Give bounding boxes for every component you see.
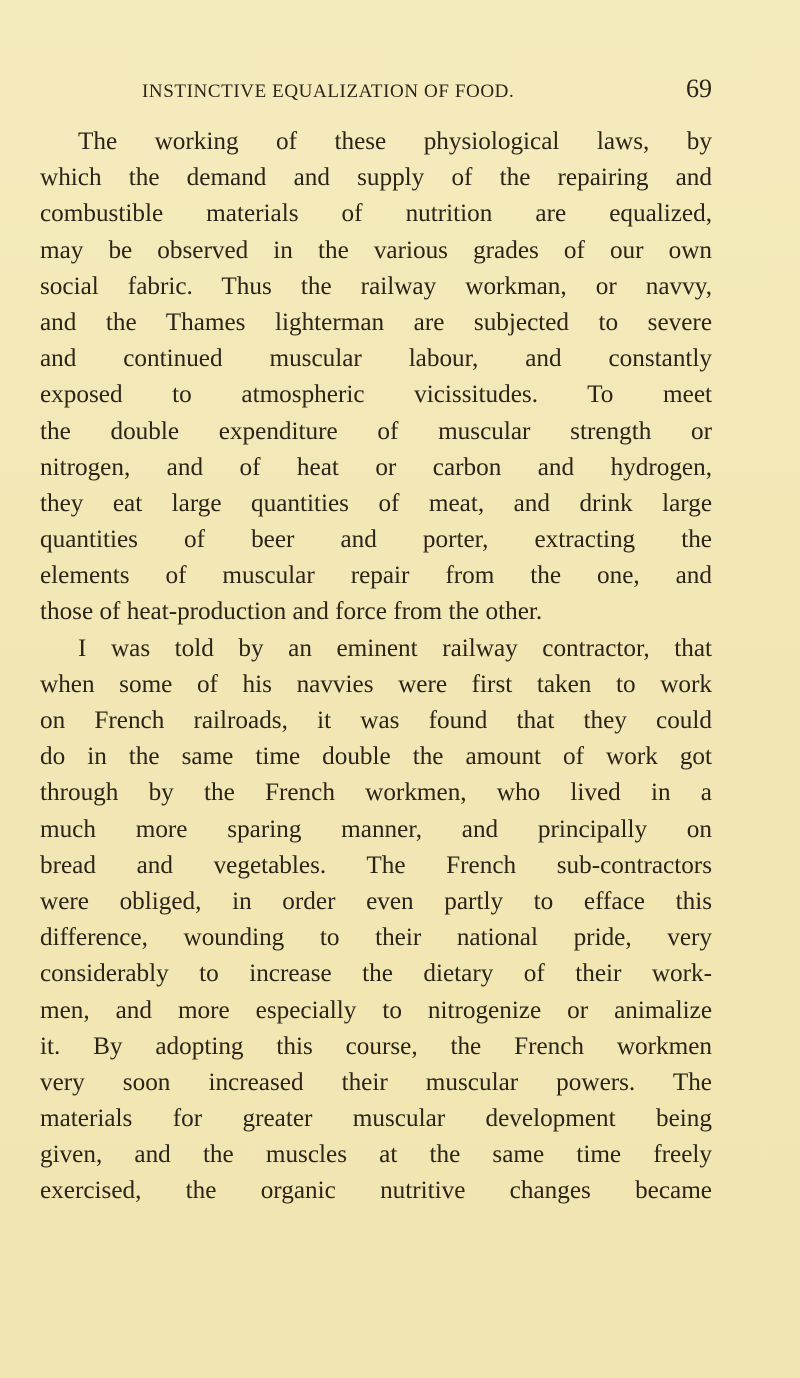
- text-line: considerably to increase the dietary of their work-: [40, 960, 712, 988]
- text-line: elements of muscular repair from the one, and: [40, 562, 712, 590]
- text-line: those of heat-production and force from the other.: [40, 598, 543, 626]
- text-line: do in the same time double the amount of work got: [40, 743, 712, 771]
- text-line: which the demand and supply of the repairing and: [40, 164, 712, 192]
- running-head: [142, 74, 712, 104]
- body-text: [40, 124, 712, 1210]
- text-line: on French railroads, it was found that they could: [40, 707, 712, 734]
- text-line: through by the French workmen, who lived in a: [40, 779, 712, 807]
- text-line: The working of these physiological laws, by: [78, 128, 712, 155]
- text-line: materials for greater muscular development being: [40, 1105, 712, 1133]
- text-line: exposed to atmospheric vicissitudes. To meet: [40, 381, 712, 409]
- text-line: men, and more especially to nitrogenize or animalize: [40, 996, 712, 1024]
- text-line: social fabric. Thus the railway workman, or navvy,: [40, 272, 712, 300]
- running-title: INSTINCTIVE EQUALIZATION OF FOOD.: [142, 81, 515, 102]
- text-line: may be observed in the various grades of our own: [40, 236, 712, 264]
- text-line: much more sparing manner, and principally on: [40, 815, 712, 843]
- text-line: they eat large quantities of meat, and drink large: [40, 489, 712, 517]
- text-line: when some of his navvies were first taken to work: [40, 670, 712, 698]
- text-line: I was told by an eminent railway contractor, that: [78, 634, 712, 662]
- page-number: 69: [686, 74, 712, 103]
- text-line: exercised, the organic nutritive changes became: [40, 1177, 712, 1205]
- text-line: were obliged, in order even partly to efface this: [40, 887, 712, 915]
- text-line: and the Thames lighterman are subjected to severe: [40, 308, 712, 336]
- text-line: combustible materials of nutrition are equalized,: [40, 200, 712, 228]
- text-line: very soon increased their muscular powers. The: [40, 1068, 712, 1096]
- text-line: difference, wounding to their national pride, very: [40, 924, 712, 952]
- text-line: it. By adopting this course, the French workmen: [40, 1032, 712, 1060]
- text-line: and continued muscular labour, and constantly: [40, 345, 712, 373]
- text-line: given, and the muscles at the same time freely: [40, 1141, 712, 1169]
- text-line: quantities of beer and porter, extracting the: [40, 526, 712, 554]
- text-line: bread and vegetables. The French sub-contractors: [40, 851, 712, 879]
- text-line: the double expenditure of muscular strength or: [40, 417, 712, 445]
- text-line: nitrogen, and of heat or carbon and hydrogen,: [40, 453, 712, 481]
